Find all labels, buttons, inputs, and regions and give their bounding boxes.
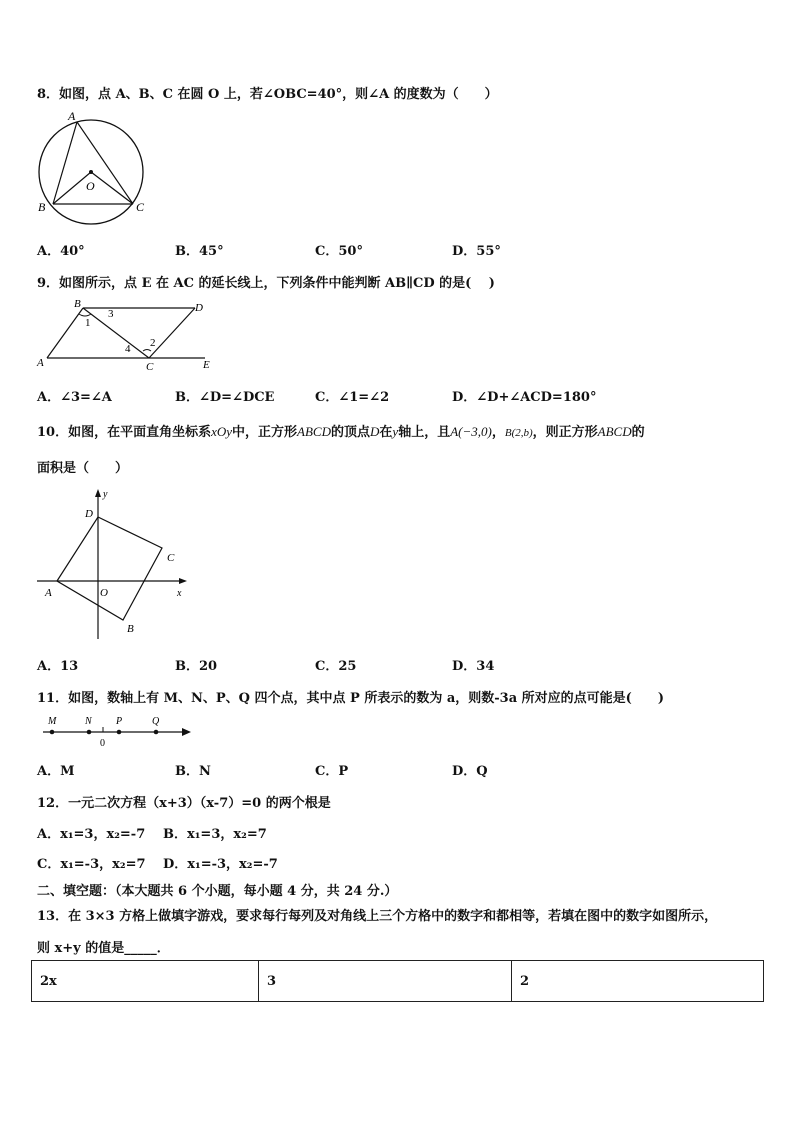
q8-label-a: A xyxy=(68,109,76,123)
q9-label-b: B xyxy=(74,298,81,310)
q8-option-a[interactable]: A．40° xyxy=(37,244,85,259)
q9-label-e: E xyxy=(203,359,210,371)
q9-stem: 9．如图所示，点 E 在 AC 的延长线上，下列条件中能判断 AB∥CD 的是( ) xyxy=(37,276,495,291)
q9-angle-4: 4 xyxy=(125,343,131,355)
q11-option-a[interactable]: A．M xyxy=(37,764,75,779)
q13-cell-1: 2x xyxy=(32,961,259,1002)
q10-option-b[interactable]: B．20 xyxy=(175,659,218,674)
q10-coordinate-figure xyxy=(33,484,193,644)
q11-label-q: Q xyxy=(152,716,160,727)
q9-option-c[interactable]: C．∠1=∠2 xyxy=(315,390,390,405)
q13-cell-2: 3 xyxy=(259,961,512,1002)
q8-label-o: O xyxy=(86,179,95,193)
q13-cell-3: 2 xyxy=(512,961,764,1002)
q10-option-c[interactable]: C．25 xyxy=(315,659,357,674)
q9-angle-2: 2 xyxy=(150,337,156,349)
q10-label-b: B xyxy=(127,623,134,635)
q8-label-c: C xyxy=(136,200,145,214)
q10-axis-y: y xyxy=(103,489,108,500)
q9-option-a[interactable]: A．∠3=∠A xyxy=(37,390,112,405)
q9-parallelogram-figure xyxy=(33,296,223,374)
q8-option-c[interactable]: C．50° xyxy=(315,244,363,259)
table-row xyxy=(32,961,764,1002)
q10-label-a: A xyxy=(45,587,52,599)
section-2-heading: 二、填空题：（本大题共 6 个小题，每小题 4 分，共 24 分.） xyxy=(37,884,398,899)
q10-option-a[interactable]: A．13 xyxy=(37,659,79,674)
q11-option-b[interactable]: B．N xyxy=(175,764,211,779)
q13-grid-table xyxy=(31,960,764,1002)
q8-stem: 8．如图，点 A、B、C 在圆 O 上，若∠OBC=40°，则∠A 的度数为（ ） xyxy=(37,87,498,102)
q10-option-d[interactable]: D．34 xyxy=(452,659,495,674)
q9-label-c: C xyxy=(146,361,154,373)
q13-stem-line2: 则 x+y 的值是_____． xyxy=(37,941,170,956)
q10-axis-x: x xyxy=(177,588,182,599)
q11-label-n: N xyxy=(85,716,92,727)
q11-option-c[interactable]: C．P xyxy=(315,764,349,779)
q11-stem: 11．如图，数轴上有 M、N、P、Q 四个点，其中点 P 所表示的数为 a，则数-3a 所对应的点可能是( ) xyxy=(37,691,664,706)
q11-label-zero: 0 xyxy=(100,738,105,749)
q9-option-b[interactable]: B．∠D=∠DCE xyxy=(175,390,275,405)
q10-stem: 10．如图，在平面直角坐标系xOy中，正方形ABCD的顶点D在y轴上，且A(−3,0)，B(2,b)，则正方形ABCD的 xyxy=(37,424,645,440)
q11-option-d[interactable]: D．Q xyxy=(452,764,488,779)
q11-number-line xyxy=(37,712,197,752)
q10-stem-line2: 面积是（ ） xyxy=(37,461,129,476)
q8-option-d[interactable]: D．55° xyxy=(452,244,501,259)
q13-stem: 13．在 3×3 方格上做填字游戏，要求每行每列及对角线上三个方格中的数字和都相等，若填在图中的数字如图所示， xyxy=(37,909,718,924)
q9-angle-1: 1 xyxy=(85,317,91,329)
q9-angle-3: 3 xyxy=(108,308,114,320)
q12-option-b[interactable]: B．x₁=3，x₂=7 xyxy=(163,827,267,842)
q12-option-d[interactable]: D．x₁=-3，x₂=-7 xyxy=(163,857,278,872)
q12-stem: 12．一元二次方程（x+3）（x-7）=0 的两个根是 xyxy=(37,796,331,811)
q8-label-b: B xyxy=(38,200,46,214)
q10-label-o: O xyxy=(100,587,108,599)
q9-option-d[interactable]: D．∠D+∠ACD=180° xyxy=(452,390,597,405)
q11-label-m: M xyxy=(48,716,57,727)
q8-circle-figure xyxy=(33,108,153,228)
q12-option-a[interactable]: A．x₁=3，x₂=-7 xyxy=(37,827,146,842)
q10-label-c: C xyxy=(167,552,175,564)
q8-option-b[interactable]: B．45° xyxy=(175,244,224,259)
q12-option-c[interactable]: C．x₁=-3，x₂=7 xyxy=(37,857,146,872)
q9-label-a: A xyxy=(37,357,44,369)
q11-label-p: P xyxy=(116,716,123,727)
q10-label-d: D xyxy=(85,508,93,520)
q9-label-d: D xyxy=(195,302,203,314)
